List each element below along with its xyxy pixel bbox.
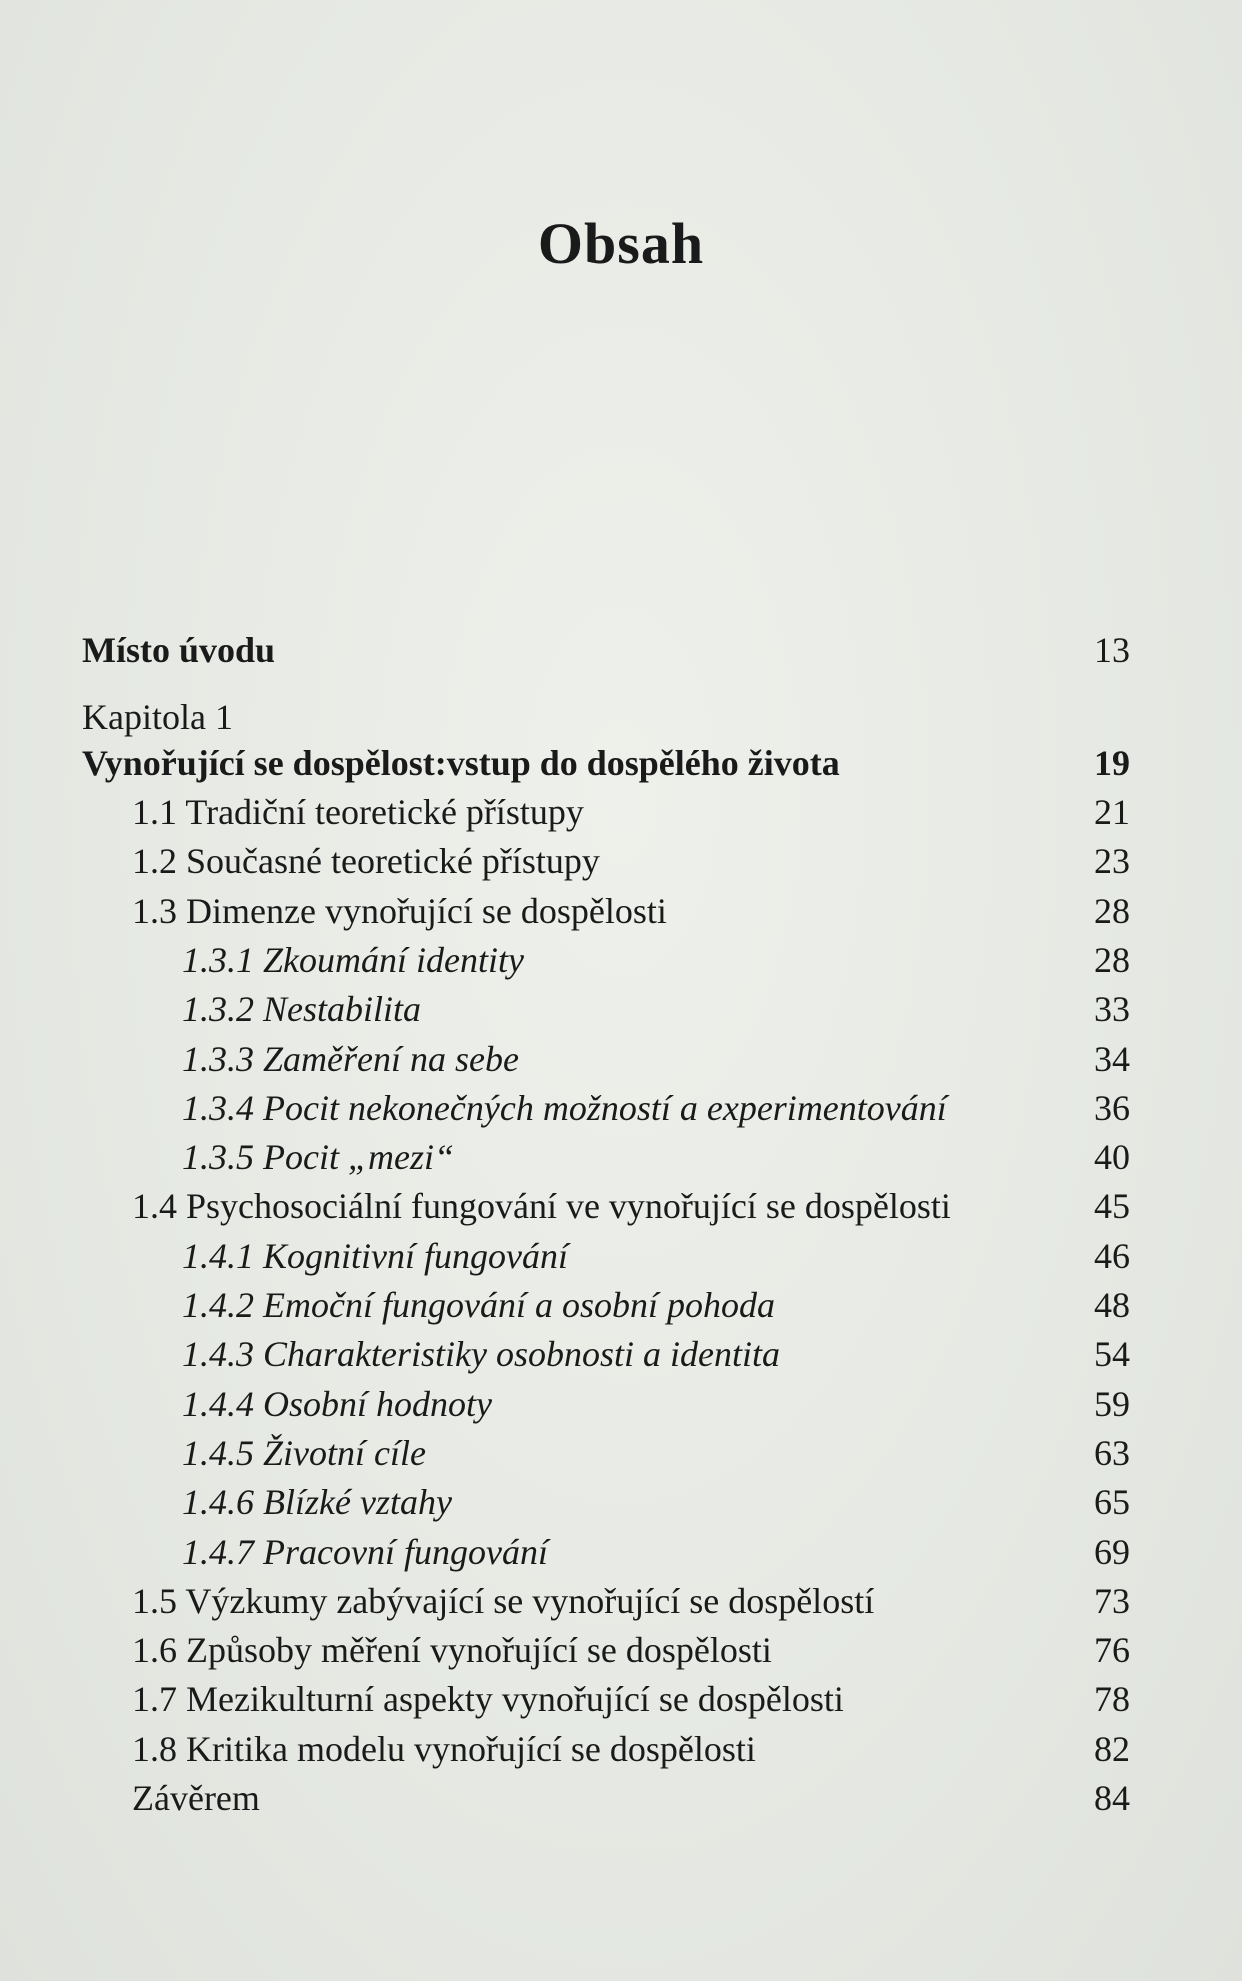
toc-subsection-title: 1.4.4 Osobní hodnoty (182, 1384, 492, 1424)
toc-section-title: Závěrem (132, 1778, 260, 1818)
toc-subsection-title: 1.3.4 Pocit nekonečných možností a experimentování (182, 1088, 947, 1128)
toc-page-number: 48 (1094, 1285, 1130, 1325)
toc-page-number: 82 (1094, 1729, 1130, 1769)
toc-entry-row (0, 1379, 1242, 1429)
toc-entry-row (0, 1231, 1242, 1281)
toc-section-title: 1.8 Kritika modelu vynořující se dospělosti (132, 1729, 756, 1769)
toc-subsection-title: 1.3.5 Pocit „mezi“ (182, 1137, 455, 1177)
toc-page-number: 69 (1094, 1532, 1130, 1572)
toc-page-number: 76 (1094, 1630, 1130, 1670)
toc-page-number: 33 (1094, 989, 1130, 1029)
toc-entry-row (0, 1034, 1242, 1084)
toc-page-number: 78 (1094, 1679, 1130, 1719)
toc-subsection-title: 1.3.3 Zaměření na sebe (182, 1039, 519, 1079)
toc-section-title: 1.6 Způsoby měření vynořující se dospělosti (132, 1630, 772, 1670)
toc-entry-row (0, 1674, 1242, 1724)
toc-section-title: 1.5 Výzkumy zabývající se vynořující se dospělostí (132, 1581, 875, 1621)
toc-entry-row (0, 1773, 1242, 1823)
toc-subsection-title: 1.4.5 Životní cíle (182, 1433, 426, 1473)
toc-section-title: 1.1 Tradiční teoretické přístupy (132, 792, 584, 832)
toc-page-number: 40 (1094, 1137, 1130, 1177)
toc-page-number: 21 (1094, 792, 1130, 832)
toc-section-title: 1.4 Psychosociální fungování ve vynořující se dospělosti (132, 1186, 951, 1226)
toc-subsection-title: 1.3.1 Zkoumání identity (182, 940, 524, 980)
toc-page-number: 46 (1094, 1236, 1130, 1276)
toc-subsection-title: 1.4.7 Pracovní fungování (182, 1532, 548, 1572)
toc-entry-row (0, 836, 1242, 886)
toc-entry-row (0, 1625, 1242, 1675)
toc-page-number: 59 (1094, 1384, 1130, 1424)
toc-entry-row (0, 1280, 1242, 1330)
chapter-title: Vynořující se dospělost:vstup do dospělého života (82, 743, 840, 783)
toc-entry-row (0, 1477, 1242, 1527)
toc-page-number: 23 (1094, 841, 1130, 881)
toc-entry-row (0, 1428, 1242, 1478)
toc-page-number: 45 (1094, 1186, 1130, 1226)
toc-page-number: 63 (1094, 1433, 1130, 1473)
toc-subsection-title: 1.4.6 Blízké vztahy (182, 1482, 452, 1522)
toc-subsection-title: 1.3.2 Nestabilita (182, 989, 422, 1029)
toc-page-number: 73 (1094, 1581, 1130, 1621)
chapter-page: 19 (1094, 743, 1130, 783)
toc-entry-row (0, 1576, 1242, 1626)
toc-entry-row (0, 1329, 1242, 1379)
toc-page-number: 28 (1094, 891, 1130, 931)
toc-page-number: 34 (1094, 1039, 1130, 1079)
toc-entry-row (0, 1724, 1242, 1774)
toc-page-number: 84 (1094, 1778, 1130, 1818)
chapter-label: Kapitola 1 (82, 697, 233, 737)
toc-page-number: 36 (1094, 1088, 1130, 1128)
toc-section-title: 1.2 Současné teoretické přístupy (132, 841, 600, 881)
toc-entry-row (0, 935, 1242, 985)
toc-page-number: 54 (1094, 1334, 1130, 1374)
toc-chapter-label-row (82, 692, 1142, 742)
toc-page-number: 65 (1094, 1482, 1130, 1522)
toc-subsection-title: 1.4.3 Charakteristiky osobnosti a identita (182, 1334, 780, 1374)
toc-entry-row (0, 787, 1242, 837)
toc-intro-title: Místo úvodu (82, 630, 276, 670)
toc-entry-row (0, 1132, 1242, 1182)
toc-entry-row (0, 1083, 1242, 1133)
toc-entry-row (0, 1527, 1242, 1577)
toc-entry-row (0, 886, 1242, 936)
toc-entry-row (0, 1181, 1242, 1231)
toc-intro-row (82, 625, 1142, 675)
toc-subsection-title: 1.4.2 Emoční fungování a osobní pohoda (182, 1285, 775, 1325)
toc-intro-page: 13 (1094, 630, 1130, 670)
toc-entry-row (0, 984, 1242, 1034)
toc-section-title: 1.3 Dimenze vynořující se dospělosti (132, 891, 667, 931)
toc-section-title: 1.7 Mezikulturní aspekty vynořující se dospělosti (132, 1679, 844, 1719)
page-title: Obsah (537, 211, 705, 276)
toc-page-number: 28 (1094, 940, 1130, 980)
toc-subsection-title: 1.4.1 Kognitivní fungování (182, 1236, 568, 1276)
toc-chapter-title-row (82, 738, 1142, 788)
